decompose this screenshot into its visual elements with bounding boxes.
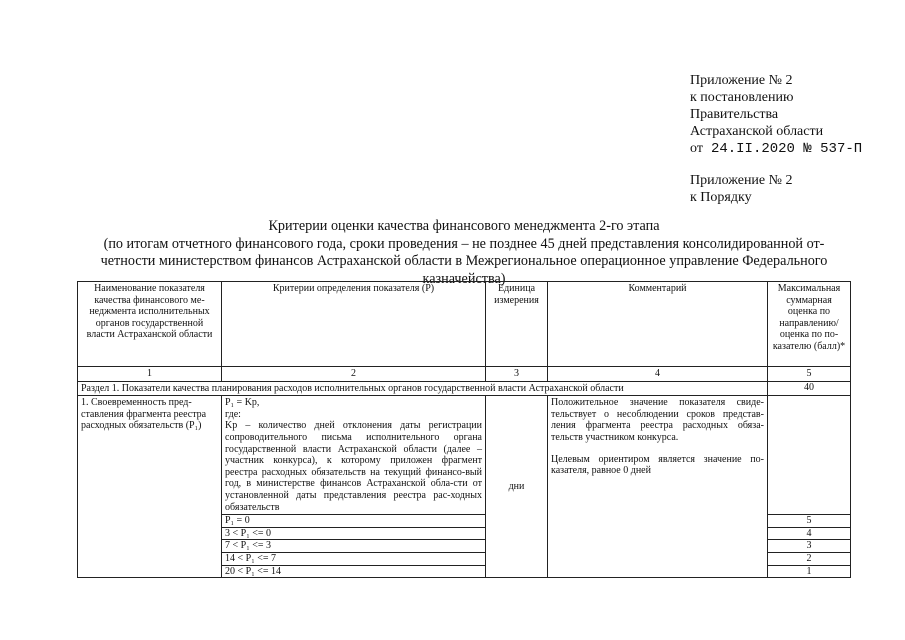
annex-line: к постановлению (690, 90, 794, 105)
section-row (78, 381, 851, 396)
condition-score: 3 (768, 540, 851, 553)
criteria-table (77, 281, 851, 578)
annex-line: к Порядку (690, 190, 752, 205)
header-row (78, 282, 851, 367)
condition-text: 14 < P₁ <= 7 (222, 552, 486, 565)
document-title (78, 218, 850, 288)
header-comment: Комментарий (548, 282, 768, 367)
column-number: 1 (78, 367, 222, 382)
column-number-row (78, 367, 851, 382)
indicator-definition: Kp – количество дней отклонения даты регистрации сопроводительного письма исполнительного органа государственной власти Астраханской области (далее – участник конкурса), к которому приложен фрагмент реестра расходных обязательств на текущий финансо-вый год, в министерстве финансов Астраханской обла-сти от установленной даты представления реестра рас-ходных обязательств (225, 420, 482, 513)
title-subtitle: (по итогам отчетного финансового года, сроки проведения – не позднее 45 дней представления консолидированной от-четности министерством финансов Астраханской области в Межрегиональное операционное управление Федерального казначейства) (100, 235, 828, 287)
condition-text: 3 < P₁ <= 0 (222, 527, 486, 540)
annex-line: Правительства (690, 107, 779, 122)
column-number: 4 (548, 367, 768, 382)
indicator-comment (548, 396, 768, 578)
annex-date-line (690, 140, 862, 158)
indicator-criteria (222, 396, 486, 515)
indicator-unit: дни (486, 396, 548, 578)
condition-text: P₁ = 0 (222, 515, 486, 528)
column-number: 2 (222, 367, 486, 382)
header-criteria: Критерии определения показателя (P) (222, 282, 486, 367)
indicator-where: где: (225, 408, 241, 420)
indicator-formula: P₁ = Kp, (225, 397, 260, 409)
annex-line: Астраханской области (690, 124, 824, 139)
condition-score: 5 (768, 515, 851, 528)
date-stamp: 24.II.2020 № 537-П (710, 141, 863, 157)
condition-score: 1 (768, 565, 851, 578)
condition-score: 4 (768, 527, 851, 540)
column-number: 5 (768, 367, 851, 382)
section-score: 40 (768, 381, 851, 396)
indicator-name: 1. Своевременность пред-ставления фрагмента реестра расходных обязательств (P₁) (78, 396, 222, 578)
indicator-score-blank (768, 396, 851, 515)
header-indicator-name: Наименование показателя качества финансового ме-неджмента исполнительных органов государственной власти Астраханской области (78, 282, 222, 367)
section-label: Раздел 1. Показатели качества планирования расходов исполнительных органов государственной власти Астраханской области (78, 381, 768, 396)
annex-line: Приложение № 2 (690, 173, 793, 188)
annex-header-resolution (690, 72, 862, 158)
column-number: 3 (486, 367, 548, 382)
annex-header-procedure (690, 172, 793, 206)
header-max-score: Максимальная суммарная оценка по направлению/ оценка по по-казателю (балл)* (768, 282, 851, 367)
condition-text: 7 < P₁ <= 3 (222, 540, 486, 553)
title-main: Критерии оценки качества финансового менеджмента 2-го этапа (268, 218, 660, 234)
annex-line: Приложение № 2 (690, 73, 793, 88)
condition-text: 20 < P₁ <= 14 (222, 565, 486, 578)
comment-paragraph: Положительное значение показателя свиде-тельствует о несоблюдении сроков представ-ления фрагмента реестра расходных обяза-тельств участником конкурса. (551, 397, 764, 443)
indicator-row (78, 396, 851, 515)
header-unit: Единица измерения (486, 282, 548, 367)
condition-score: 2 (768, 552, 851, 565)
date-prefix: от (690, 141, 703, 156)
comment-paragraph: Целевым ориентиром является значение по-казателя, равное 0 дней (551, 453, 764, 477)
